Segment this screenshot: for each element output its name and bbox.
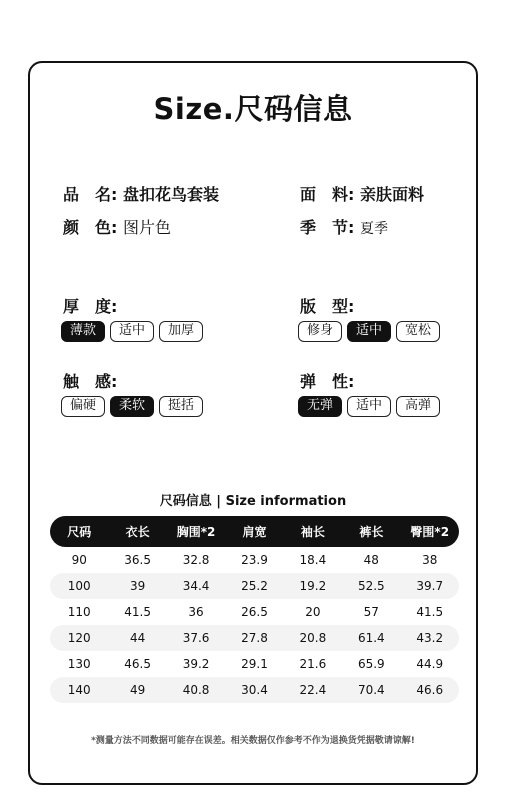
table-row <box>50 625 459 651</box>
table-cell: 61.4 <box>357 631 385 645</box>
table-cell: 140 <box>67 683 91 697</box>
table-cell: 22.4 <box>299 683 327 697</box>
fit-option-chip: 修身 <box>298 321 342 342</box>
table-cell: 41.5 <box>416 605 444 619</box>
color-row <box>63 215 171 238</box>
fit-option-chip: 适中 <box>347 321 391 342</box>
table-cell: 46.6 <box>416 683 444 697</box>
fabric-label: 面 料: <box>300 185 355 204</box>
table-cell: 20.8 <box>299 631 327 645</box>
color-label: 颜 色: <box>63 218 118 237</box>
table-cell: 34.4 <box>182 579 210 593</box>
table-cell: 25.2 <box>241 579 268 593</box>
table-cell: 39.2 <box>182 657 210 671</box>
elasticity-option-chip: 适中 <box>347 396 391 417</box>
table-header-cell: 裤长 <box>359 525 384 539</box>
table-header-cell: 衣长 <box>125 525 150 539</box>
page-title: Size.尺码信息 <box>153 92 353 126</box>
table-cell: 36 <box>188 605 204 619</box>
color-value: 图片色 <box>122 218 171 237</box>
table-cell: 30.4 <box>241 683 268 697</box>
size-table-header <box>50 516 459 547</box>
thickness-option-chip: 加厚 <box>159 321 203 342</box>
thickness-option-chip: 薄款 <box>61 321 105 342</box>
table-header-cell: 肩宽 <box>242 525 267 539</box>
table-row <box>50 599 459 625</box>
table-row <box>50 651 459 677</box>
fit-label: 版 型: <box>300 297 355 316</box>
table-header-cell: 胸围*2 <box>176 525 216 539</box>
footnote: *测量方法不同数据可能存在误差。相关数据仅作参考不作为退换货凭据敬请谅解! <box>91 736 415 746</box>
table-header-cell: 尺码 <box>67 525 92 539</box>
table-cell: 100 <box>67 579 91 593</box>
table-cell: 110 <box>67 605 91 619</box>
table-cell: 37.6 <box>182 631 210 645</box>
table-row <box>50 547 459 573</box>
product-name-row <box>63 182 219 205</box>
table-cell: 44 <box>129 631 146 645</box>
feel-option-chip: 偏硬 <box>61 396 105 417</box>
feel-option-chip: 柔软 <box>110 396 154 417</box>
table-cell: 39 <box>129 579 146 593</box>
table-cell: 32.8 <box>182 553 210 567</box>
table-cell: 19.2 <box>299 579 327 593</box>
table-cell: 41.5 <box>124 605 151 619</box>
table-cell: 90 <box>71 553 87 567</box>
table-cell: 120 <box>67 631 91 645</box>
elasticity-option-chip: 无弹 <box>298 396 342 417</box>
product-name-value: 盘扣花鸟套装 <box>122 185 219 204</box>
fabric-value: 亲肤面料 <box>359 185 424 204</box>
table-cell: 57 <box>363 605 379 619</box>
table-cell: 70.4 <box>357 683 385 697</box>
thickness-label: 厚 度: <box>63 297 118 316</box>
size-table <box>50 516 459 703</box>
table-cell: 43.2 <box>416 631 444 645</box>
table-cell: 49 <box>129 683 146 697</box>
table-cell: 38 <box>422 553 438 567</box>
elasticity-option-chip: 高弹 <box>396 396 440 417</box>
table-cell: 23.9 <box>241 553 268 567</box>
elasticity-options <box>298 396 440 417</box>
size-table-body <box>50 547 459 703</box>
table-row <box>50 573 459 599</box>
table-cell: 27.8 <box>241 631 268 645</box>
table-cell: 18.4 <box>299 553 327 567</box>
table-cell: 130 <box>67 657 91 671</box>
size-table-heading: 尺码信息 | Size information <box>159 494 347 509</box>
feel-label: 触 感: <box>63 372 118 391</box>
elasticity-label: 弹 性: <box>300 372 355 391</box>
table-cell: 20 <box>305 605 321 619</box>
table-cell: 21.6 <box>299 657 327 671</box>
table-cell: 39.7 <box>416 579 444 593</box>
table-cell: 26.5 <box>241 605 268 619</box>
table-cell: 40.8 <box>182 683 210 697</box>
table-cell: 44.9 <box>416 657 444 671</box>
product-name-label: 品 名: <box>63 185 118 204</box>
feel-options <box>61 396 203 417</box>
thickness-options <box>61 321 203 342</box>
season-value: 夏季 <box>359 221 388 237</box>
fabric-row <box>300 182 424 205</box>
table-header-cell: 臀围*2 <box>410 525 450 539</box>
table-cell: 36.5 <box>124 553 151 567</box>
fit-option-chip: 宽松 <box>396 321 440 342</box>
table-cell: 46.5 <box>124 657 151 671</box>
thickness-option-chip: 适中 <box>110 321 154 342</box>
table-cell: 52.5 <box>357 579 385 593</box>
table-row <box>50 677 459 703</box>
table-header-cell: 袖长 <box>300 525 325 539</box>
season-row <box>300 215 388 238</box>
feel-option-chip: 挺括 <box>159 396 203 417</box>
fit-options <box>298 321 440 342</box>
table-cell: 48 <box>363 553 379 567</box>
size-info-card <box>28 61 478 785</box>
table-cell: 65.9 <box>357 657 385 671</box>
table-cell: 29.1 <box>241 657 268 671</box>
season-label: 季 节: <box>300 218 355 237</box>
